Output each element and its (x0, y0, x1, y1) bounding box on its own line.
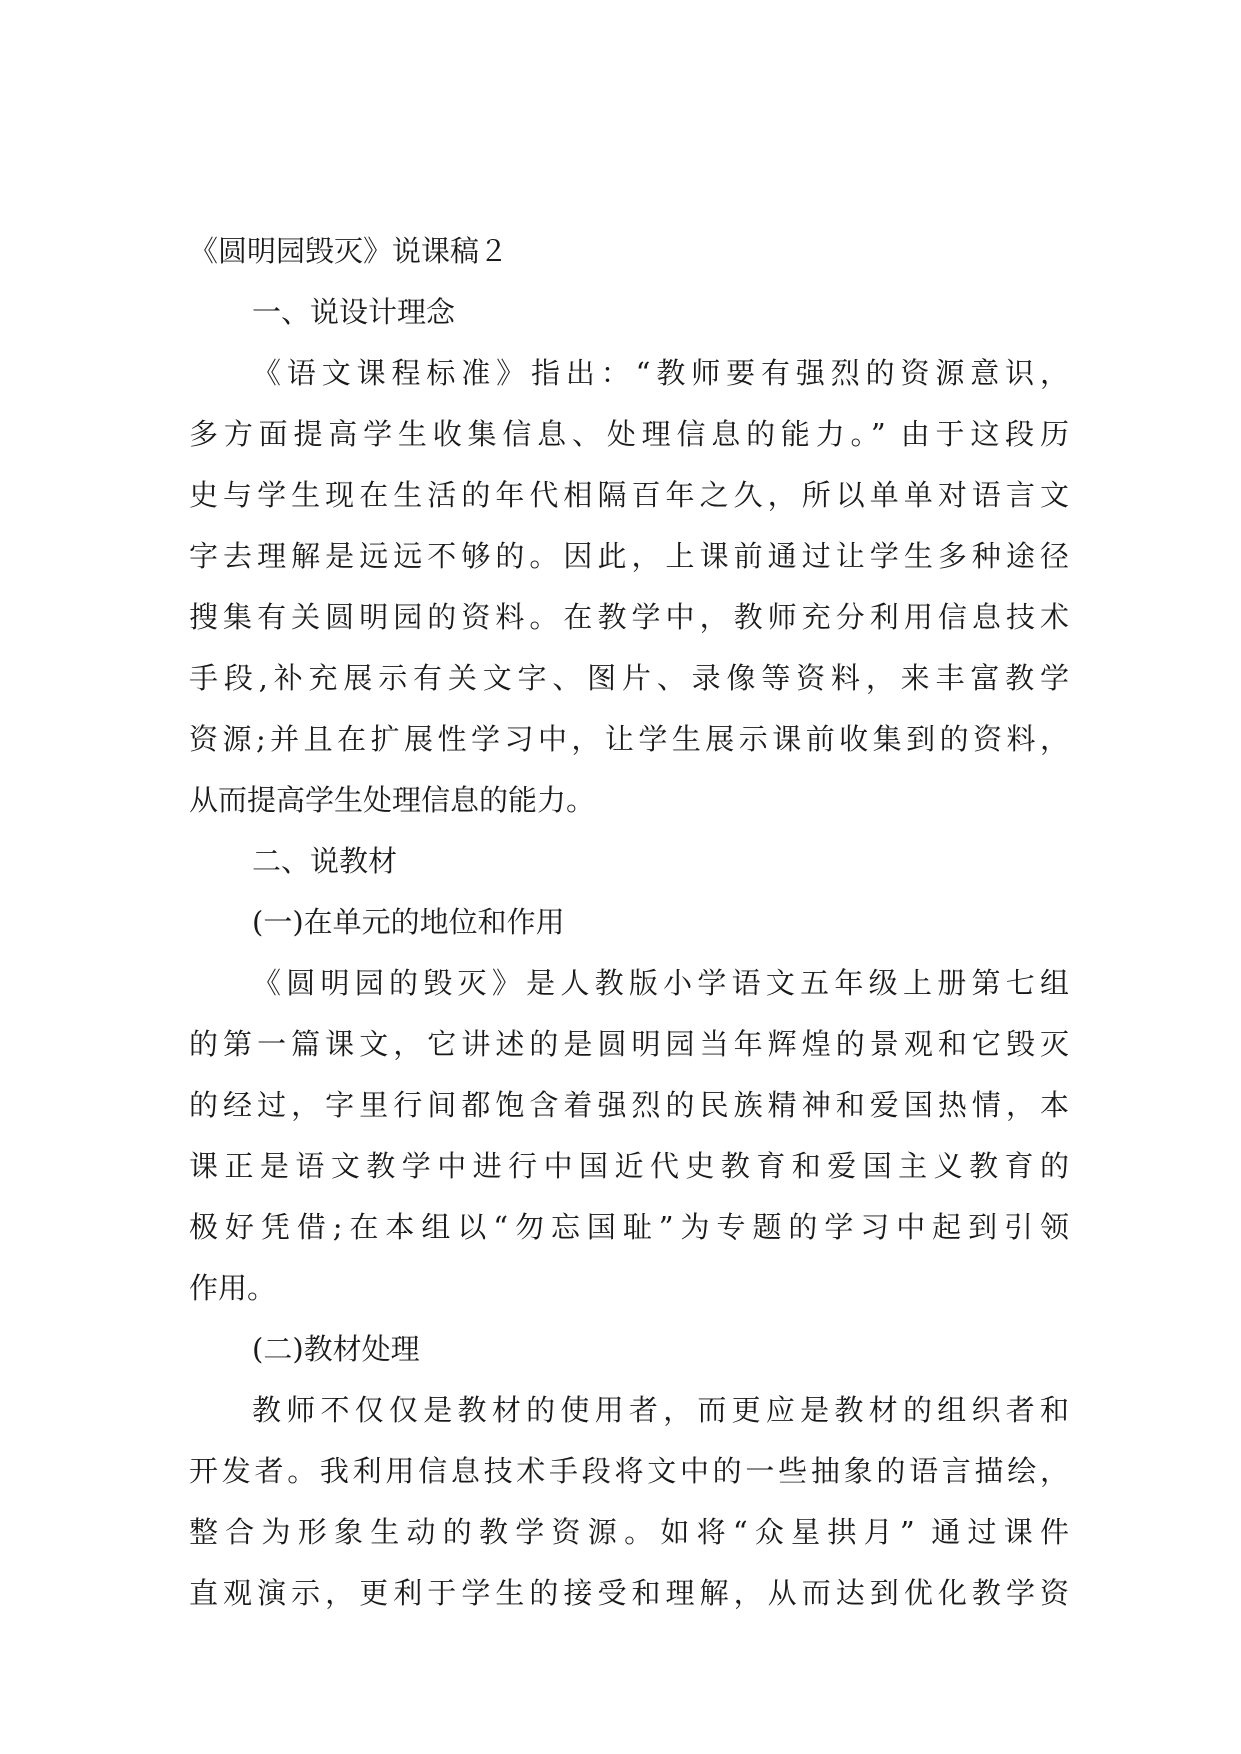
text-line: 搜集有关圆明园的资料。在教学中，教师充分利用信息技术 (189, 600, 1069, 634)
text-line: 史与学生现在生活的年代相隔百年之久，所以单单对语言文 (189, 478, 1069, 512)
text-line: 的第一篇课文，它讲述的是圆明园当年辉煌的景观和它毁灭 (189, 1027, 1069, 1061)
text-line: 字去理解是远远不够的。因此，上课前通过让学生多种途径 (189, 539, 1069, 573)
text-line: 的经过，字里行间都饱含着强烈的民族精神和爱国热情，本 (189, 1088, 1069, 1122)
paragraph-position (189, 956, 1069, 1315)
text-line: 从而提高学生处理信息的能力。 (189, 783, 596, 817)
document-title: 《圆明园毁灭》说课稿２ (189, 234, 509, 268)
text-line: 手段,补充展示有关文字、图片、录像等资料，来丰富教学 (189, 661, 1069, 695)
section-heading-textbook: 二、说教材 (252, 844, 398, 878)
paragraph-processing (189, 1383, 1069, 1620)
text-line: 多方面提高学生收集信息、处理信息的能力。” 由于这段历 (189, 417, 1069, 451)
text-line: 开发者。我利用信息技术手段将文中的一些抽象的语言描绘， (189, 1454, 1069, 1488)
text-line: 资源;并且在扩展性学习中，让学生展示课前收集到的资料， (189, 722, 1069, 756)
document-body (189, 224, 1069, 1627)
text-line: 直观演示，更利于学生的接受和理解，从而达到优化教学资 (189, 1576, 1069, 1610)
text-line: 整合为形象生动的教学资源。如将“众星拱月” 通过课件 (189, 1515, 1069, 1549)
text-line: 教师不仅仅是教材的使用者，而更应是教材的组织者和 (252, 1393, 1069, 1427)
text-line: 《圆明园的毁灭》是人教版小学语文五年级上册第七组 (252, 966, 1069, 1000)
text-line: 极好凭借;在本组以“勿忘国耻”为专题的学习中起到引领 (189, 1210, 1069, 1244)
paragraph-design-concept (189, 346, 1069, 827)
section-heading-design-concept: 一、说设计理念 (252, 295, 456, 329)
text-line: 《语文课程标准》指出：“教师要有强烈的资源意识， (252, 356, 1069, 390)
text-line: 作用。 (189, 1271, 277, 1305)
subsection-heading-processing: (二)教材处理 (252, 1332, 420, 1366)
text-line: 课正是语文教学中进行中国近代史教育和爱国主义教育的 (189, 1149, 1069, 1183)
subsection-heading-position: (一)在单元的地位和作用 (252, 905, 565, 939)
